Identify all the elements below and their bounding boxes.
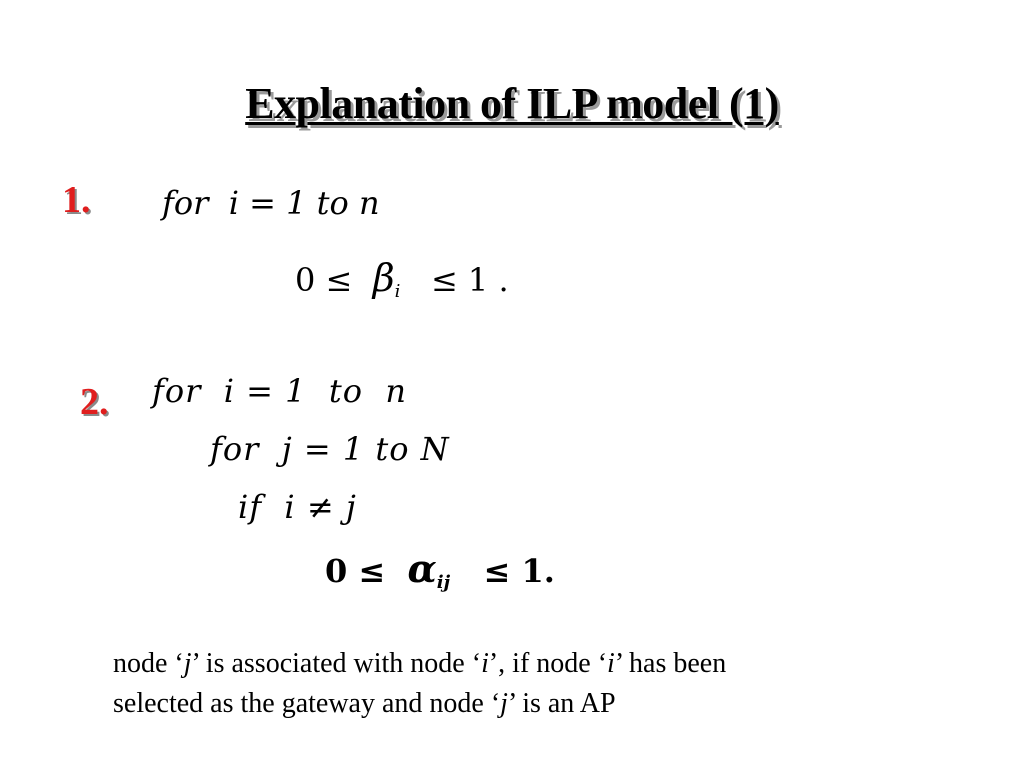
lower-bound: 0 (325, 552, 348, 590)
condition-left: i (284, 488, 296, 526)
note-line-1 (113, 644, 913, 684)
equals-sign: = (303, 430, 332, 468)
upper-bound: 1 (521, 552, 544, 590)
equals-sign: = (249, 184, 276, 222)
keyword-for: for (152, 372, 202, 410)
less-equal-sign: ≤ (358, 552, 386, 590)
slide-title: Explanation of ILP model (1) (245, 79, 779, 128)
condition-right: j (345, 488, 357, 526)
beta-symbol: β (372, 256, 395, 300)
not-equal-sign: ≠ (306, 488, 335, 526)
keyword-for: for (162, 184, 209, 222)
note-line-2 (113, 684, 913, 724)
beta-subscript: i (394, 281, 401, 302)
note-text: ’ has been (614, 648, 727, 679)
loop-for-i (162, 184, 380, 222)
period: . (543, 552, 555, 590)
less-equal-sign: ≤ (325, 261, 353, 299)
loop-end: n (385, 372, 407, 410)
loop-variable: i (228, 184, 239, 222)
item-number-2: 2. (80, 381, 109, 423)
note-text: selected as the gateway and node ‘ (113, 688, 501, 719)
loop-start: 1 (285, 372, 307, 410)
loop-end: N (420, 430, 450, 468)
note-text: ’ is associated with node ‘ (191, 648, 482, 679)
loop-start: 1 (286, 184, 307, 222)
lower-bound: 0 (295, 261, 316, 299)
alpha-constraint (325, 546, 555, 593)
keyword-to: to (316, 184, 349, 222)
upper-bound: 1 (467, 261, 489, 299)
loop-for-i (152, 372, 407, 410)
if-condition (238, 488, 357, 526)
loop-end: n (358, 184, 380, 222)
item-number-1: 1. (62, 179, 91, 221)
keyword-to: to (375, 430, 410, 468)
note-var-i: i (481, 648, 489, 679)
keyword-to: to (328, 372, 363, 410)
keyword-if: if (238, 488, 263, 526)
loop-variable: i (223, 372, 235, 410)
note-var-j: j (183, 648, 192, 679)
note-var-i: i (607, 648, 615, 679)
explanation-note (113, 644, 913, 724)
note-text: ’ is an AP (507, 688, 616, 719)
note-var-j: j (500, 688, 508, 719)
equals-sign: = (246, 372, 274, 410)
alpha-symbol: α (407, 546, 437, 591)
loop-variable: j (281, 430, 293, 468)
period: . (498, 261, 509, 299)
keyword-for: for (210, 430, 260, 468)
loop-start: 1 (342, 430, 365, 468)
note-text: node ‘ (113, 648, 184, 679)
note-text: ’, if node ‘ (488, 648, 608, 679)
loop-for-j (210, 430, 450, 468)
less-equal-sign: ≤ (483, 552, 511, 590)
beta-constraint (295, 256, 509, 302)
alpha-subscript: ij (436, 572, 451, 593)
less-equal-sign: ≤ (430, 261, 458, 299)
